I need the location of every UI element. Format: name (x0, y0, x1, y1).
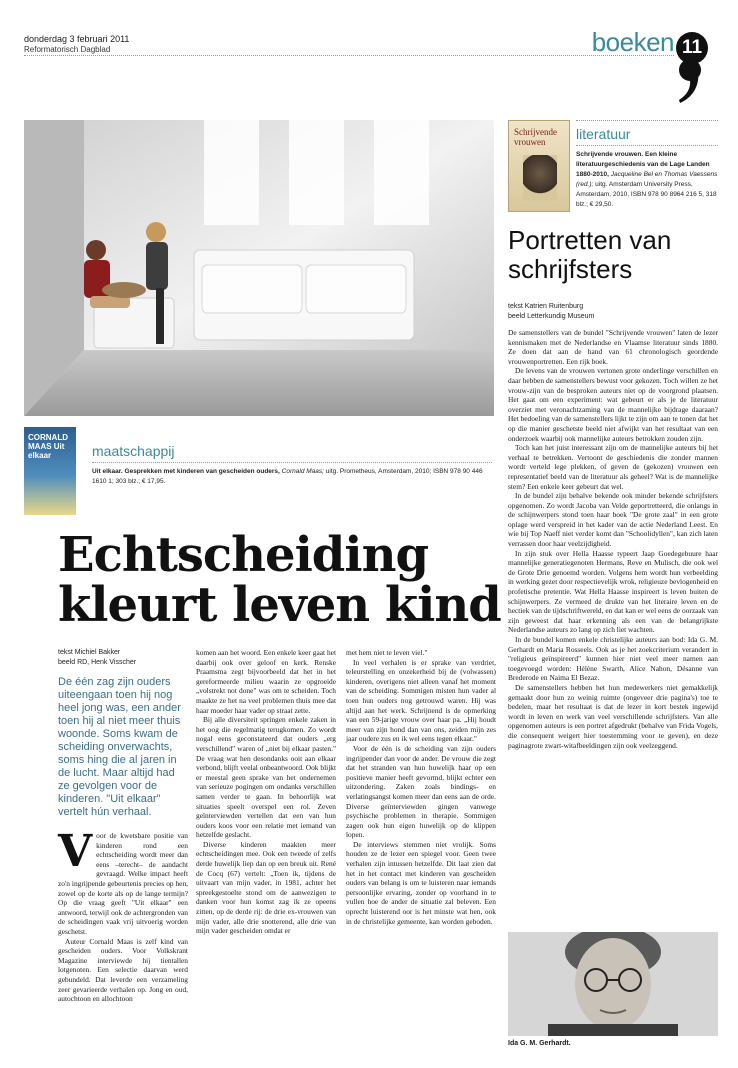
paragraph: Bij alle diversiteit springen enkele zaken in het oog die regelmatig terugkomen. Zo wordt nogal eens geconstateerd dat ouders „erg verschillend" waren of „niet bij elkaar pasten." De vraag wat hen desondanks ooit aan elkaar verbond, blijft veelal onbeantwoord. Ook blijkt er meestal geen sprake van het ondernemen van serieuze pogingen om ondanks verschillen samen verder te gaan. In behoorlijk wat situaties speelt overspel een rol. Zeven geïnterviewden vertellen dat een van hun ouders koos voor een relatie met iemand van hetzelfde geslacht. (196, 715, 336, 840)
paragraph: De interviews stemmen niet vrolijk. Soms houden ze de lezer een spiegel voor. Geen twee verhalen zijn intussen hetzelfde. Dit laat zien dat het in het contact met kinderen van gescheiden ouders van belang is om te luisteren naar iemands persoonlijke ervaring, zonder op voorhand in te vullen hoe de ander de situatie zal beleven. Een oprecht luisterend oor is het minste wat hen, ook in de christelijke gemeente, kan worden geboden. (346, 839, 496, 926)
comma-logo-icon (676, 58, 702, 104)
rubric-divider (576, 145, 718, 146)
paragraph: In zijn stuk over Hella Haasse typeert Jaap Goedegebuure haar mannelijke generatiegenoten Hermans, Reve en Mulisch, die ook wel de Grote Drie genoemd worden. Volgens hem wordt hun verbeelding in werking gezet door respectievelijk wrok, religieuze bevlogenheid en profetische pretentie. Wat Hella Haasse inspireert is leven buiten de schijnwerpers. Ze vermeed de drukte van het literaire leven en de hectiek van de tijdschriftwereld, en dat kan er wel eens de oorzaak van zijn geweest dat haar erkenning als een van de belangrijkste Nederlandse auteurs zo lang op zich liet wachten. (508, 548, 718, 635)
article-column-3 (346, 648, 496, 926)
article-body-portretten (508, 328, 718, 750)
book-publication: uitg. Amsterdam University Press, Amsterdam, 2010, ISBN 978 90 8964 216 5, 318 blz.; € 29,50. (576, 181, 717, 208)
photo-illustration (24, 120, 494, 416)
portrait-caption: Ida G. M. Gerhardt. (508, 1040, 571, 1047)
paragraph: In de bundel zijn behalve bekende ook minder bekende schrijfsters opgenomen. Zo wordt Jacoba van Velde geportretteerd, die onlangs in de schijnwerpers stond toen haar boek "De grote zaal" in een grote oplage werd verspreid in het kader van de actie Nederland Leest. En wie bij Top Naeff niet verder komt dan "Schoolidyllen", kan zich laten verrassen door haar veelzijdigheid. (508, 491, 718, 549)
section-title: boeken (591, 27, 674, 57)
book-author: Cornald Maas; (281, 468, 324, 475)
credit-image: beeld RD, Henk Visscher (58, 659, 137, 666)
book-title: Uit elkaar. Gesprekken met kinderen van gescheiden ouders, (92, 468, 280, 475)
portrait-photo-ida-gerhardt (508, 932, 718, 1036)
paragraph: met hem niet te leven viel." (346, 648, 428, 657)
credit-image: beeld Letterkundig Museum (508, 313, 595, 320)
article-credits (508, 302, 718, 322)
hero-photo-children-on-sofa (24, 120, 494, 416)
cover-portrait (523, 155, 557, 201)
masthead-divider (24, 55, 674, 56)
rubric-label: literatuur (576, 126, 631, 142)
portrait-illustration (508, 932, 718, 1036)
book-publication: uitg. Prometheus, Amsterdam, 2010; ISBN 978 90 446 1610 1; 303 blz.; € 17,95. (92, 468, 483, 485)
article-headline-portretten: Portretten van schrijfsters (508, 225, 672, 284)
paragraph: In de bundel komen enkele christelijke auteurs aan bod: Ida G. M. Gerhardt en Maria Rosseels. Ook as je het zoekcriterium verandert in "religieus geïnspireerd" kunnen hier niet veel meer namen aan toegevoegd worden: Hélène Swarth, Alice Nahon, Désanne van Brederode en Naima El Bezaz. (508, 635, 718, 683)
article-column-2 (196, 648, 336, 936)
rubric-divider-top (576, 120, 718, 121)
paragraph: oor de kwetsbare positie van kinderen rond een echtscheiding wordt meer dan eens –terecht– de aandacht gevraagd. Welke impact heeft zo'n ingrijpende gebeurtenis precies op hen, zowel op de korte als op de lange termijn? Op die vraag geeft "Uit elkaar" een antwoord, terwijl ook de achtergronden van de scheidingen vaak vrij uitvoerig worden geschetst. (58, 831, 188, 936)
article-column-1 (58, 826, 188, 1004)
book-author: Jacqueline Bel en Thomas Vaessens (red.); (576, 171, 718, 188)
drop-cap: V (58, 826, 93, 877)
article-lead: De één zag zijn ouders uiteengaan toen hij nog heel jong was, een ander toen hij al niet meer thuis woonde. Soms kwam de scheiding onverwachts, soms hing die al jaren in de lucht. Maar altijd had ze gevolgen voor de kinderen. "Uit elkaar" vertelt hún verhaal. (58, 676, 181, 818)
paragraph: Toch kan het juist interessant zijn om de mannelijke auteurs bij het verhaal te betrekken. Vertoont de geschiedenis die zonder mannen wordt verteld lege plekken, of geven de (gekozen) vrouwen een representatief beeld van de literatuur als geheel? Wat is de mannelijke stem? Een enkele keer gebeurt dat wel. (508, 443, 718, 491)
paragraph: Auteur Cornald Maas is zelf kind van gescheiden ouders. Voor Volkskrant Magazine interviewde hij tientallen lotgenoten. Een selectie daarvan werd gebundeld. Dat leverde een verzameling zeer gevarieerde verhalen op. Jong en oud, autochtoon en allochtoon (58, 936, 188, 1004)
credit-text: tekst Michiel Bakker (58, 649, 121, 656)
newspaper-name: Reformatorisch Dagblad (24, 45, 111, 54)
cover-title: CORNALD MAAS Uit elkaar (28, 433, 68, 460)
book-details (576, 150, 718, 210)
paragraph: De samenstellers hebben het hun medewerkers niet gemakkelijk gemaakt door hun zo weinig ruimte (ongeveer drie pagina's) toe te bedelen, maar het resultaat is dat de lezer in kort bestek ingewijd wordt in leven en werk van veel verschillende schrijfsters. Van alle opgenomen auteurs is een portret afgedrukt (behalve van Frida Vogels, die consequent weigert hier toestemming voor te geven), en deze paginagrote zwart-witafbeeldingen zijn ook veelzeggend. (508, 682, 718, 750)
paragraph: Diverse kinderen maakten meer echtscheidingen mee. Ook een tweede of zelfs derde huwelijk liep dan op een breuk uit. René de Cocq (67) vertelt: „Toen ik, tijdens de uitvaart van mijn vader, in 1981, achter het spreekgestoelte stond om de aanwezigen te danken voor hun komst zag ik ze opeens zitten, op de derde rij: de drie ex-vrouwen van mijn vader, alle drie snotterend, alle drie van mijn vader gescheiden omdat er (196, 839, 336, 936)
book-title: Schrijvende vrouwen. Een kleine literatuurgeschiedenis van de Lage Landen 1880-2010, (576, 151, 710, 178)
article-headline-echtscheiding: Echtscheiding kleurt leven kind (58, 527, 501, 633)
article-credits (58, 648, 188, 668)
cover-title: Schrijvende vrouwen (514, 127, 557, 147)
credit-text: tekst Katrien Ruitenburg (508, 303, 584, 310)
rubric-label: maatschappij (92, 443, 175, 459)
paragraph: In veel verhalen is er sprake van verdriet, teleurstelling en onzekerheid bij de (volwassen) kinderen, overigens niet alleen vanaf het moment van de scheiding. Sommigen misten hun vader al toen hun ouders nog getrouwd waren. Hij was altijd aan het werk. Schrijnend is de opmerking van een 59-jarige vrouw over haar pa. „Hij houdt meer van zijn hond dan van ons, zeiden mijn zes jaar oudere zus en ik wel eens tegen elkaar." (346, 657, 496, 744)
book-cover-uit-elkaar (24, 427, 76, 515)
book-details (92, 467, 492, 487)
paragraph: De levens van de vrouwen vertonen grote onderlinge verschillen en daar hebben de samenstellers bewust voor gekozen. Toch willen ze het vrouw-zijn van de besproken auteurs niet op de voorgrond plaatsen. Het gaat om een experiment: wat gebeurt er als je de literatuur overziet met veronachtzaming van de mannelijke bijdrage daaraan? Het bedoeling van de samenstellers lijkt te zijn om aan te tonen dat het op die manier geschetste beeld niet afwijkt van het resultaat van een onderzoek waarbij ook mannelijke auteurs betrokken zouden zijn. (508, 366, 718, 443)
page-date: donderdag 3 februari 2011 (24, 34, 130, 44)
paragraph: Voor de één is de scheiding van zijn ouders ingrijpender dan voor de ander. De vrouw die zegt dat het stranden van hun huwelijk haar op een positieve manier heeft gevormd, blijkt echter een uitzondering. Zaken zoals bindings- en verlatingsangst komen meer dan eens aan de orde. Diverse geïnterviewden gingen vanwege psychische problemen in therapie. Sommigen zagen ook hun eigen huwelijk op de klippen lopen. (346, 743, 496, 840)
paragraph: De samenstellers van de bundel "Schrijvende vrouwen" laten de lezer kennismaken met de Nederlandse en Vlaamse literatuur sinds 1880. Ze doen dat aan de hand van 61 chronologisch geordende vrouwenportretten. Een rijk boek. (508, 328, 718, 366)
page-number: 11 (676, 32, 708, 64)
book-cover-schrijvende-vrouwen (508, 120, 570, 212)
paragraph: komen aan het woord. Een enkele keer gaat het daarbij ook over geloof en kerk. Renske Praamsma zegt bijvoorbeeld dat het in het gereformeerde milieu waarin ze opgroeide „volstrekt not done" was om te scheiden. Toch maakte ze het na veel problemen thuis mee dat haar moeder haar vader op straat zette. (196, 648, 336, 715)
rubric-divider (92, 462, 492, 463)
